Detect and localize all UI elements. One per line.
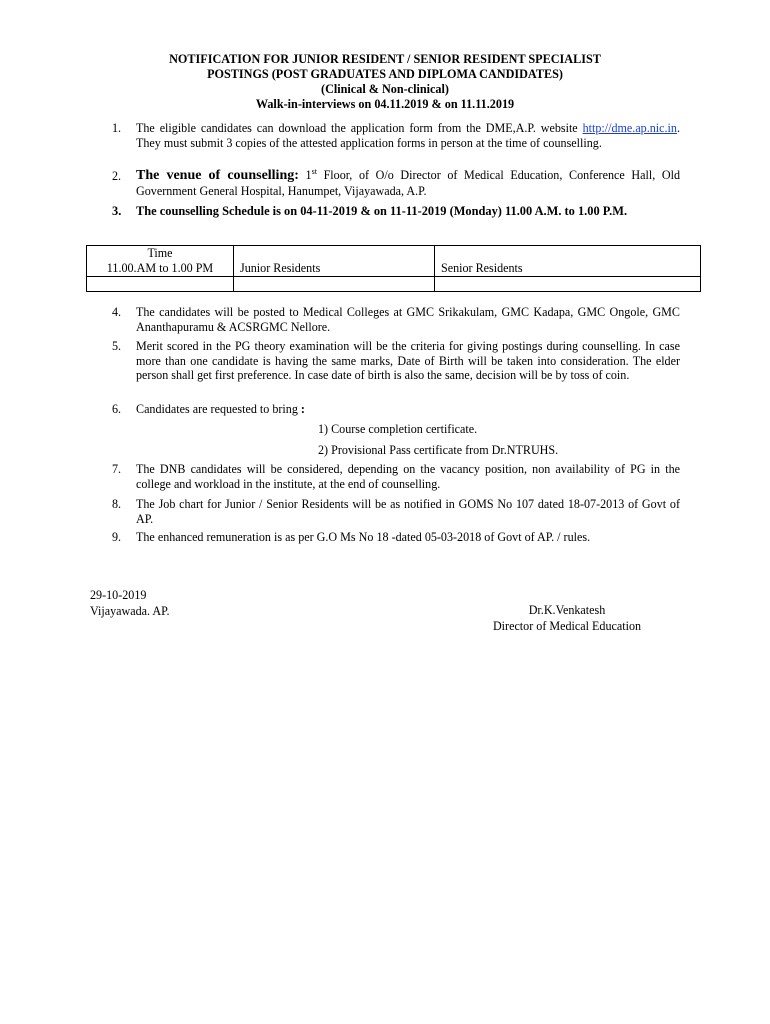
list-item-9 <box>112 530 680 545</box>
heading-line-2: POSTINGS (POST GRADUATES AND DIPLOMA CANDIDATES) <box>207 67 563 81</box>
signature-block <box>474 602 660 634</box>
item-text: The Job chart for Junior / Senior Residents will be as notified in GOMS No 107 dated 18-07-2013 of Govt of AP. <box>136 497 680 526</box>
floor-ordinal: st <box>311 166 317 176</box>
item-text: Merit scored in the PG theory examination will be the criteria for giving postings during counselling. In case more than one candidate is having the same marks, Date of Birth will be taken into consideration. The elder person shall get first preference. In case date of birth is also the same, decision will be by toss of coin. <box>136 339 680 382</box>
item-number: 3. <box>112 204 122 218</box>
dme-website-link[interactable]: http://dme.ap.nic.in <box>582 121 677 135</box>
floor-number: 1 <box>305 168 312 182</box>
list-item-6 <box>112 402 680 417</box>
heading-line-4: Walk-in-interviews on 04.11.2019 & on 11.11.2019 <box>255 97 515 111</box>
item-number: 1. <box>112 121 122 135</box>
list-item-3 <box>112 204 680 219</box>
certificate-1: 1) Course completion certificate. <box>318 422 478 436</box>
item-text: Candidates are requested to bring <box>136 402 301 416</box>
item-text: The enhanced remuneration is as per G.O Ms No 18 -dated 05-03-2018 of Govt of AP. / rules. <box>136 530 591 544</box>
item-number: 9. <box>112 530 122 544</box>
notification-date: 29-10-2019 <box>90 588 147 602</box>
table-row <box>87 246 701 277</box>
item-number: 7. <box>112 462 122 476</box>
table-cell <box>234 246 435 277</box>
list-item-5 <box>112 339 680 383</box>
item-number: 2. <box>112 169 122 183</box>
certificate-2: 2) Provisional Pass certificate from Dr.NTRUHS. <box>318 443 559 457</box>
item-number: 6. <box>112 402 122 416</box>
notification-place: Vijayawada. AP. <box>90 604 170 618</box>
item-text: The DNB candidates will be considered, depending on the vacancy position, non availability of PG in the college and workload in the institute, at the end of counselling. <box>136 462 680 491</box>
item-colon: : <box>300 402 305 416</box>
date-place-block <box>90 587 170 619</box>
item-text-cont: . They must submit 3 copies of the attested application forms in person at the time of counselling. <box>136 121 680 150</box>
heading-line-1: NOTIFICATION FOR JUNIOR RESIDENT / SENIOR RESIDENT SPECIALIST <box>169 52 601 66</box>
item-text: The eligible candidates can download the application form from the DME,A.P. website <box>136 121 583 135</box>
time-value: 11.00.AM to 1.00 PM <box>106 261 214 275</box>
table-cell <box>234 277 435 292</box>
signatory-designation: Director of Medical Education <box>492 619 642 633</box>
notification-heading <box>60 52 710 112</box>
list-item-1 <box>112 121 680 150</box>
table-cell <box>87 246 234 277</box>
table-row <box>87 277 701 292</box>
list-item-8 <box>112 497 680 526</box>
table-cell <box>87 277 234 292</box>
item-text: The counselling Schedule is on 04-11-2019 & on 11-11-2019 (Monday) 11.00 A.M. to 1.00 P.M. <box>136 204 628 218</box>
item-number: 8. <box>112 497 122 511</box>
heading-line-3: (Clinical & Non-clinical) <box>321 82 449 96</box>
senior-residents-label: Senior Residents <box>441 261 523 275</box>
signatory-name: Dr.K.Venkatesh <box>528 603 606 617</box>
table-cell <box>435 277 701 292</box>
table-cell <box>435 246 701 277</box>
item-text: Floor, of O/o Director of Medical Education, Conference Hall, Old Government General Hospital, Hanumpet, Vijayawada, A.P. <box>136 168 680 198</box>
list-item-2 <box>112 168 680 198</box>
item-text: The candidates will be posted to Medical Colleges at GMC Srikakulam, GMC Kadapa, GMC Ongole, GMC Ananthapuramu & ACSRGMC Nellore. <box>136 305 680 334</box>
list-item-4 <box>112 305 680 334</box>
item-number: 5. <box>112 339 122 353</box>
junior-residents-label: Junior Residents <box>240 261 321 275</box>
schedule-table <box>86 245 701 292</box>
item-number: 4. <box>112 305 122 319</box>
list-item-7 <box>112 462 680 491</box>
time-header: Time <box>147 246 173 260</box>
venue-label: The venue of counselling: <box>136 168 299 183</box>
